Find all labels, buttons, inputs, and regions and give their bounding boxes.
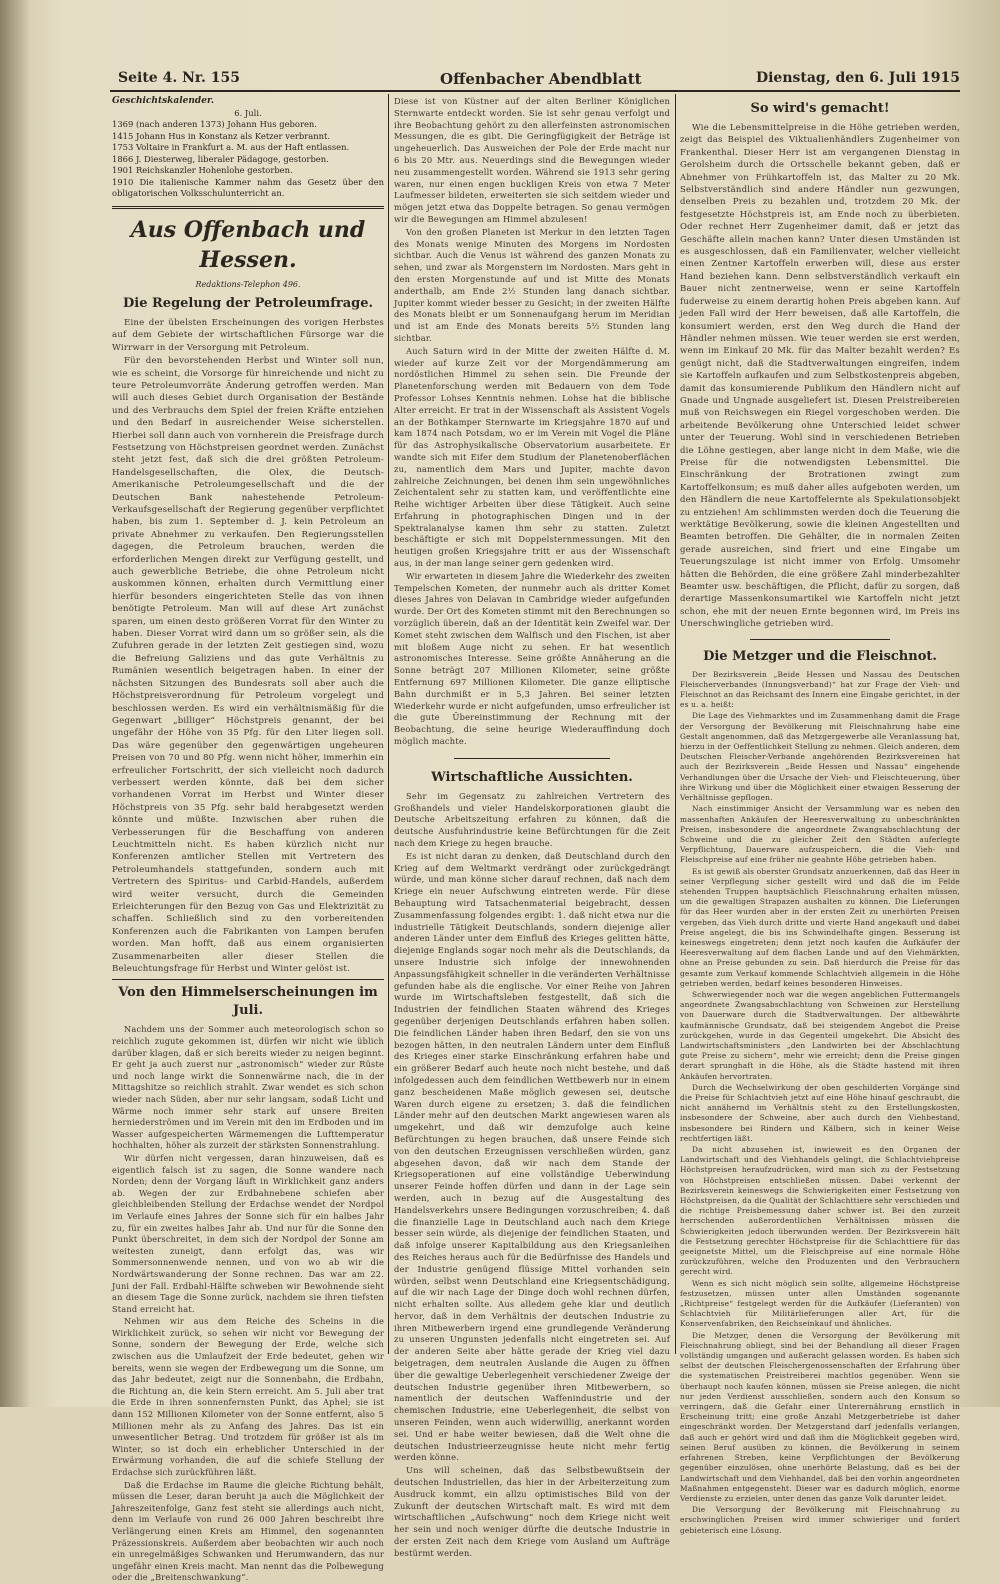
article-title-economy: Wirtschaftliche Aussichten.	[431, 769, 633, 785]
paragraph: Durch die Wechselwirkung der oben geschilderten Vorgänge sind die Preise für Schlachtvieh jetzt auf eine Höhe hinauf geschraubt, die nicht annähernd im Verhältnis steht zu den Erstellungskosten, insbesondere der Schweine, aber auch durch den Viehbestand, insbesondere bei Rindern und Kälbern, sich in keiner Weise rechtfertigen läßt.	[680, 1082, 960, 1143]
history-calendar	[112, 96, 384, 200]
paragraph: Wir erwarteten in diesem Jahre die Wiederkehr des zweiten Tempelschen Kometen, der nunmehr auch als dritter Komet dieses Jahres von Delavan in Cambridge wieder aufgefunden wurde. Der Ort des Kometen stimmt mit den Berechnungen so vorzüglich überein, daß an der Identität kein Zweifel war. Der Komet steht zwischen dem Walfisch und den Fischen, ist aber mit bloßem Auge nicht zu sehen. Er hat wesentlich astronomisches Interesse. Seine größte Annäherung an die Sonne beträgt 207 Millionen Kilometer, seine größte Entfernung 697 Millionen Kilometer. Die ganze elliptische Bahn durchmißt er in 5,3 Jahren. Bei seiner letzten Wiederkehr wurde er nicht aufgefunden, umso erfreulicher ist die gute Übereinstimmung der Rechnung mit der Beobachtung, die seine heurige Wiederauffindung doch möglich machte.	[394, 570, 670, 747]
column-1	[112, 96, 384, 1583]
paragraph: Es ist gewiß als oberster Grundsatz anzuerkennen, daß das Heer in seiner Verpflegung sicher gestellt wird und daß die im Felde stehenden Truppen hauptsächlich Fleischnahrung erhalten müssen, um die gewaltigen Strapazen aushalten zu können. Die Lieferungen für das Heer wurden aber in der ersten Zeit zu unerhörten Preisen vergeben, das Vieh durch dritte und vierte Hand angekauft und dabei Preise angelegt, die bis ins Schwindelhafte gingen. Besserung ist keineswegs eingetreten; denn jetzt noch kaufen die Aufkäufer der Heeresverwaltung auf dem flachen Lande und auf den Viehmärkten, ohne an Preise gebunden zu sein. Daß hierdurch die Preise für das gesamte zum Verkauf kommende Schlachtvieh allgemein in die Höhe getrieben werden, bedarf keines besonderen Hinweises.	[680, 866, 960, 988]
article-title-sowirds: So wird's gemacht!	[750, 101, 890, 116]
calendar-date: 6. Juli.	[234, 107, 262, 118]
article-rule	[454, 758, 610, 759]
column-2	[394, 96, 670, 1558]
paragraph: Eine der übelsten Erscheinungen des vorigen Herbstes auf dem Gebiete der wirtschaftlichen Fürsorge war die Wirrwarr in der Versorgung mit Petroleum.	[112, 317, 384, 353]
paragraph: Nehmen wir aus dem Reiche des Scheins in die Wirklichkeit zurück, so sehen wir nicht vor Bewegung der Sonne, sondern der Bewegung der Erde, welche sich zwischen aus die Umlaufzeit der Erde bedeutet, gehen wir bereits, wenn sie wegen der Erdbewegung um die Sonne, um das Jahr bedeutet, zeigt nur die Sonnenbahn, die Erdbahn, die Richtung an, die kein Stern erreicht. Am 5. Juli aber trat die Erde in ihren sonnenfernsten Punkt, das Aphel; sie ist dann 152 Millionen Kilometer von der Sonne entfernt, also 5 Millionen mehr als zu Anfang des Jahres. Das ist ein unwesentlicher Betrag. Und trotzdem für größer ist als im Winter, so ist doch ein erheblicher Unterschied in der Erwärmung vorhanden, die auf die schiefe Stellung der Erdachse sich zurückführen läßt.	[112, 1316, 384, 1477]
paragraph: Wie die Lebensmittelpreise in die Höhe getrieben werden, zeigt das Beispiel des Viktualienhändlers Zugenheimer von Frankenthal. Dieser Herr ist am vergangenen Dienstag in Gerolsheim durch die Ortsschelle bekannt geben, daß er Abnehmer von Frühkartoffeln ist, das Malter zu 20 Mk. Selbstverständlich sind andere Händler nun gezwungen, denselben Preis zu bezahlen und, trotzdem 20 Mk. der festgesetzte Höchstpreis ist, am Ende noch zu überbieten. Oder rechnet Herr Zugenheimer damit, daß er jetzt das Geschäfte allein machen kann? Unter diesen Umständen ist es ausgeschlossen, daß ein Familienvater, welcher vielleicht einen Zentner Kartoffeln erwerben will, diese aus erster Hand beziehen kann. Denn selbstverständlich verkauft ein Bauer nicht zentnerweise, wenn er seine Kartoffeln fuderweise zu einem derartig hohen Preis abgeben kann. Auf jeden Fall wird der Herr beweisen, daß alle Kartoffeln, die konsumiert werden, erst den Weg durch die Hand der Händler nehmen müssen. Wie teuer werden sie erst werden, wenn im Einkauf 20 Mk. für das Malter bezahlt werden? Es genügt nicht, daß die Stadtverwaltungen eingreifen, indem sie Kartoffeln aufkaufen und zum Selbstkostenpreis abgeben, damit das konsumierende Publikum den Händlern nicht auf Gnade und Ungnade ausgeliefert ist. Diesen Preistreibereien muß von Reichswegen ein Riegel vorgeschoben werden. Die arbeitende Bevölkerung ohne Unterschied leidet schwer unter der Teuerung. Wohl sind in verschiedenen Betrieben die Löhne gestiegen, aber lange nicht in dem Maße, wie die Preise für die notwendigsten Lebensmittel. Die Einschränkung der Brotrationen zwingt zum Kartoffelkonsum; es muß daher alles aufgeboten werden, um den Händlern die neue Kartoffelernte als Spekulationsobjekt zu entziehen! Am schlimmsten werden doch die Teuerung die werktätige Bevölkerung, sowie die kleinen Angestellten und Beamten betroffen. Die Gehälter, die in normalen Zeiten gerade ausreichen, sind friert und eine Eingabe um Teuerungszulage ist nicht immer von Erfolg. Umsomehr hätten die Behörden, die eine größere Zahl minderbezahlter Beamter usw. beschäftigen, die Pflicht, dafür zu sorgen, daß derartige Massenkonsumartikel wie Kartoffeln nicht jetzt schon, ehe mit der neuen Ernte begonnen wird, im Preis ins Unerschwingliche getrieben wird.	[680, 123, 960, 630]
article-body-sky-continued	[394, 96, 670, 748]
paragraph: Schwerwiegender noch war die wegen angeblichen Futtermangels angeordnete Zwangsabschlachtung von Schweinen zur Herstellung von Dauerware durch die Stadtverwaltungen. Der altbewährte kaufmännische Grundsatz, daß bei steigendem Angebot die Preise zurückgehen, wurde in das Gegenteil umgekehrt. Die Absicht des Landwirtschaftsministers „den Landwirten bei der Abschlachtung gute Preise zu sichern“, mehr wie erreicht; denn die Preise gingen derart sprunghaft in die Höhe, als die Städte hastend mit ihren Ankäufen hervortraten.	[680, 989, 960, 1081]
paragraph: Die Versorgung der Bevölkerung mit Fleischnahrung zu erschwinglichen Preisen wird immer schwieriger und fordert gebieterisch eine Lösung.	[680, 1505, 960, 1535]
paragraph: Diese ist von Küstner auf der alten Berliner Königlichen Sternwarte entdeckt worden. Sie ist sehr genau verfolgt und ihre Beobachtung gehört zu den allerfeinsten astronomischen Messungen, die es gibt. Die Geringfügigkeit der Beträge ist ungeheuerlich. Das Ausweichen der Pole der Erde macht nur 6 bis 20 Mtr. aus. Neuerdings sind die Bewegungen wieder neu zusammengestellt worden. Während sie 1913 sehr gering waren, nur einen engen buckligen Kreis von etwa 7 Meter Laufmesser bildeten, erweiterten sie sich seitdem wieder und mögen jetzt etwa das Doppelte betragen. So genau vermögen wir die Bewegungen am Himmel abzulesen!	[394, 96, 670, 224]
paragraph: Von den großen Planeten ist Merkur in den letzten Tagen des Monats wenige Minuten des Morgens im Nordosten sichtbar. Auch die Venus ist während des ganzen Monats zu sehen, und zwar als Morgenstern im Nordosten. Mars geht in den ersten Morgenstunde auf und ist Mitte des Monats anderthalb, am Ende 2½ Stunden lang danach sichtbar. Jupiter kommt wieder besser zu Gesicht; in der zweiten Hälfte des Monats bleibt er um Sonnenaufgang herum im Meridian und ist am Ende des Monats bereits 5½ Stunden lang sichtbar.	[394, 226, 670, 343]
page-number: Seite 4. Nr. 155	[118, 70, 240, 86]
paragraph: Auch Saturn wird in der Mitte der zweiten Hälfte d. M. wieder auf kurze Zeit vor der Morgendämmerung am nordöstlichen Himmel zu sehen sein. Die Freunde der Planetenforschung werden mit Bedauern von dem Tode Professor Lohses Kenntnis nehmen. Lohse hat die biblische Alter erreicht. Er trat in der Wissenschaft als Assistent Vogels an der Bothkamper Sternwarte im Kriegsjahre 1870 auf und kam 1874 nach Potsdam, wo er im Verein mit Vogel die Pläne für das Astrophysikalische Observatorium ausarbeitete. Er wandte sich mit Eifer dem Studium der Planetenoberflächen zu, namentlich dem Mars und Jupiter, machte davon zahlreiche Zeichnungen, bei denen ihm sein ungewöhnliches Zeichentalent sehr zu statten kam, und veröffentlichte eine Reihe wichtiger Arbeiten über diese Tätigkeit. Auch seine Erfahrung in photographischen Dingen und in der Spektralanalyse kamen ihm sehr zu statten. Zuletzt beschäftigte er sich mit Doppelsternmessungen. Mit den heutigen großen Kriegsjahre tritt er aus der Wissenschaft aus, in der man lange seiner gern gedenken wird.	[394, 345, 670, 569]
column-divider-1	[388, 94, 389, 1354]
article-title-sky: Von den Himmelserscheinungen im Juli.	[118, 985, 378, 1019]
paragraph: Wir dürfen nicht vergessen, daran hinzuweisen, daß es eigentlich falsch ist zu sagen, die Sonne wandere nach Norden; denn der Vorgang läuft in Wirklichkeit ganz anders ab. Wegen der zur Erdbahnebene schiefen aber gleichbleibenden Stellung der Erdachse wendet der Nordpol im Verlaufe eines Jahres der Sonne sich für ein halbes Jahr zu, für ein zweites halbes Jahr ab. Und nur für die Sonne den Punkt überschreitet, in dem sich der Nordpol der Sonne am weitesten zuneigt, dann erfolgt das, was wir Sommersonnenwende nennen, und von wo ab wir die Nordwärtswanderung der Sonne rechnen. Das war am 22. Juni der Fall. Erdbahl-Hälfte schweben wir Bewohnende sieht an diesem Tage die Sonne zurück, nachdem sie ihren tiefsten Stand erreicht hat.	[112, 1152, 384, 1314]
paragraph: Der Bezirksverein „Beide Hessen und Nassau des Deutschen Fleischerverbandes (Innungsverband)“ hat zur Frage der Vieh- und Fleischnot an das Reichsamt des Innern eine Eingabe gerichtet, in der es u. a. heißt:	[680, 669, 960, 710]
article-body-petroleum	[112, 317, 384, 976]
calendar-entry: 1866 J. Diesterweg, liberaler Pädagoge, gestorben.	[112, 153, 329, 164]
issue-date: Dienstag, den 6. Juli 1915	[755, 70, 960, 86]
calendar-entry: 1369 (nach anderen 1373) Johann Hus geboren.	[112, 119, 317, 129]
calendar-entry: 1901 Reichskanzler Hohenlohe gestorben.	[112, 165, 293, 175]
article-rule	[112, 979, 384, 980]
calendar-title: Geschichtskalender.	[112, 96, 214, 106]
article-body-economy	[394, 791, 670, 1560]
article-rule	[750, 639, 890, 640]
section-rule	[112, 206, 384, 209]
book-binding-shadow	[0, 0, 30, 1407]
paragraph: Uns will scheinen, daß das Selbstbewußtsein der deutschen Industriellen, das hier in der Arbeiterzeitung zum Ausdruck kommt, ein allzu optimistisches Bild von der Zukunft der deutschen Wirtschaft malt. Es wird mit dem wirtschaftlichen „Aufschwung“ noch dem Kriege nicht weit her sein und noch weniger dürfte die deutsche Industrie in der ersten Zeit nach dem Kriege vom Ausland um Aufträge bestürmt werden.	[394, 1465, 670, 1558]
article-body-sowirds	[680, 122, 960, 631]
calendar-entry: 1753 Voltaire in Frankfurt a. M. aus der Haft entlassen.	[112, 142, 350, 152]
section-title: Aus Offenbach und Hessen.	[130, 216, 366, 273]
article-body-metzger	[680, 670, 960, 1536]
paragraph: Für den bevorstehenden Herbst und Winter soll nun, wie es scheint, die Vorsorge für hinreichende und nicht zu teure Petroleumvorräte Änderung getroffen werden. Man will auch dieses Gebiet durch Organisation der Bestände und des Verbrauchs dem Spiel der freien Kräfte entziehen und den Bedarf in ausreichender Weise sicherstellen. Hierbei soll dann auch von vornherein die Preisfrage durch Festsetzung von Höchstpreisen geordnet werden. Zunächst steht jetzt fest, daß sich die drei größten Petroleum-Handelsgesellschaften, die Olex, die Deutsch-Amerikanische Petroleumgesellschaft und die der Deutschen Bank nahestehende Petroleum-Verkaufsgesellschaft der Regierung gegenüber verpflichtet haben, bis zum 1. September d. J. kein Petroleum an private Abnehmer zu verkaufen. Den Regierungsstellen dagegen, die Petroleum brauchen, werden die erforderlichen Mengen direkt zur Verfügung gestellt, und auch gewerbliche Betriebe, die ohne Petroleum nicht auskommen können, erhalten durch Vermittlung einer hierfür besonders eingerichteten Stelle das von ihnen benötigte Petroleum. Man will auf diese Art zunächst sparen, um einen desto größeren Vorrat für den Winter zu haben. Dieser Vorrat wird dann um so größer sein, als die Zufuhren gerade in der letzten Zeit gestiegen sind, wozu die Befreiung Galiziens und das gute Verhältnis zu Rumänien wesentlich beigetragen haben. In einer der nächsten Sitzungen des Bundesrats soll aber auch die Höchstpreisverordnung für Petroleum vorgelegt und beschlossen werden. Es wird ein verhältnismäßig für die Gegenwart „billiger“ Höchstpreis genannt, der bei ungefähr der Höhe von 35 Pfg. für den Liter liegen soll. Das wäre gegenüber den gegenwärtigen ungeheuren Preisen von 70 und 80 Pfg. wenn nicht höher, immerhin ein erfreulicher Fortschritt, der sich vielleicht noch dadurch verbessert werden könnte, daß bei dem sicher vorhandenen Vorrat im Herbst und Winter dieser Höchstpreis von 35 Pfg. sehr bald herabgesetzt werden könnte und müßte. Inzwischen aber ruhen die Verbesserungen für die Beschaffung von anderen Leuchtmitteln nicht. Es haben kürzlich nicht nur Konferenzen amtlicher Stellen mit Vertretern des Petroleumhandels stattgefunden, sondern auch mit Vertretern des Spiritus- und Carbid-Handels, außerdem wird weiter versucht, durch die Gemeinden Erleichterungen für den Bezug von Gas und Elektrizität zu schaffen. Schließlich sind zu den vorbereitenden Konferenzen auch die Fabrikanten von Lampen berufen worden. Man hofft, daß aus einem organisierten Zusammenarbeiten aller dieser Stellen die Beleuchtungsfrage für Herbst und Winter gelöst ist.	[112, 356, 384, 975]
paragraph: Daß die Erdachse im Raume die gleiche Richtung behält, müssen die Leser, daran beruht ja auch die Möglichkeit der Jahreszeitenfolge, Ganz fest steht sie allerdings auch nicht, denn im Verlaufe von rund 26 000 Jahren beschreibt ihre Verlängerung einen Kreis am Himmel, den sogenannten Präzessionskreis. Außerdem aber beobachten wir auch noch ein unregelmäßiges Schwanken und Herumwandern, das nur ungefähr einen Kreis macht. Man nennt das die Polbewegung oder die „Breitenschwankung“.	[112, 1479, 384, 1583]
calendar-entry: 1910 Die italienische Kammer nahm das Gesetz über den obligatorischen Volksschulunterricht an.	[112, 176, 384, 198]
article-title-metzger: Die Metzger und die Fleischnot.	[703, 648, 937, 664]
calendar-entry: 1415 Johann Hus in Konstanz als Ketzer verbrannt.	[112, 130, 331, 141]
masthead	[110, 66, 960, 90]
paragraph: Nachdem uns der Sommer auch meteorologisch schon so reichlich zugute gekommen ist, dürfen wir nicht wie üblich darüber klagen, daß er sich bereits wieder zu neigen beginnt. Er geht ja auch zuerst nur „astronomisch“ wieder zur Rüste und noch lange wirkt die Sonnenwärme nach, die in der Mittagshitze so reichlich strahlt. Zwar wendet es sich schon wieder nach Süden, aber nur sehr langsam, sodaß Licht und Wärme noch immer sehr stark auf unsere Breiten herniederströmen und im Verein mit den im Erdboden und im Wasser aufgespeicherten Wärmemengen die Lufttemperatur hochhalten, höher als zurzeit der stärksten Sonnenstrahlung.	[112, 1024, 384, 1151]
paragraph: Nach einstimmiger Ansicht der Versammlung war es neben den massenhaften Ankäufen der Heeresverwaltung zu unbeschränkten Preisen, insbesondere die angeordnete Zwangsabschlachtung der Schweine und die zu gleicher Zeit den Städten auferlegte Verpflichtung, Dauerware aufzuspeichern, die die Vieh- und Fleischpreise auf eine früher nie geahnte Höhe getrieben haben.	[680, 804, 960, 865]
masthead-rule	[110, 90, 960, 92]
article-body-sky	[112, 1024, 384, 1584]
newspaper-name: Offenbacher Abendblatt	[440, 70, 642, 88]
paragraph: Die Lage des Viehmarktes und im Zusammenhang damit die Frage der Versorgung der Bevölkerung mit Fleischnahrung habe eine Gestalt angenommen, daß das Metzgergewerbe alle Veranlassung hat, hierzu in der Oeffentlichkeit Stellung zu nehmen. Gleich anderen, dem Deutschen Fleischer-Verbande angehörenden Bezirksvereinen hat auch der Bezirksverein „Beide Hessen und Nassau“ eingehende Verhandlungen über die Ursache der Vieh- und Fleischteuerung, über ihre Wirkung und über die Möglichkeit einer etwaigen Besserung der Verhältnisse gepflogen.	[680, 711, 960, 803]
column-divider-2	[675, 94, 676, 1354]
paragraph: Die Metzger, denen die Versorgung der Bevölkerung mit Fleischnahrung obliegt, sind bei der Behandlung all dieser Fragen vollständig umgangen und außeracht gelassen worden. Es haben sich selbst der deutschen Fleischergenossenschaften der Erfahrung über die systematischen Preistreiberei machtlos gegenüber. Wenn sie überhaupt noch kaufen können, müssen sie Preise anlegen, die nicht nur jeden Verdienst ausschließen, sondern auch den Konsum so verringern, daß die Gefahr einer Unterernährung ernstlich in Erscheinung tritt; eine große Anzahl Metzgerbetriebe ist daher eingeschränkt worden. Der Metzgerstand darf jedenfalls verlangen, daß auch er gehört wird und daß ihm die Möglichkeit gegeben wird, seinen Beruf ausüben zu können, die Bevölkerung in seinem erfahrenen Streben, keine Verpflichtungen der Bevölkerung gegenüber einzulösen, ohne unerhörte Belastung, daß es bei der Landwirtschaft und dem Viehhandel, daß bei den vorhin angeordneten Maßnahmen entgegensteht. Dieser war es dadurch möglich, enorme Verdienste zu erzielen, unter denen das ganze Volk darunter leidet.	[680, 1330, 960, 1503]
paragraph: Sehr im Gegensatz zu zahlreichen Vertretern des Großhandels und vieler Handelskorporationen glaubt die Deutsche Arbeitszeitung erfahren zu können, daß die deutsche Ausfuhrindustrie keine Befürchtungen für die Zeit nach dem Kriege zu hegen brauche.	[394, 790, 670, 849]
paragraph: Wenn es sich nicht möglich sein sollte, allgemeine Höchstpreise festzusetzen, müssen unter allen Umständen sogenannte „Richtpreise“ festgelegt werden für die Aufkäufer (Lieferanten) von Schlachtvieh für Militärlieferungen aller Art, für die Konservenfabriken, den Reichseinkauf und ähnliches.	[680, 1278, 960, 1329]
paragraph: Es ist nicht daran zu denken, daß Deutschland durch den Krieg auf dem Weltmarkt verdrängt oder zurückgedrängt würde, und man könne sicher darauf rechnen, daß nach dem Kriege ein neuer Aufschwung eintreten werde. Für diese Behauptung wird Tatsachenmaterial beigebracht, dessen Zusammenfassung folgendes ergibt: 1. daß nicht etwa nur die industrielle Tätigkeit Deutschlands, sondern diejenige aller anderen Länder unter dem Einfluß des Krieges gelitten hätte, diejenige Englands sogar noch mehr als die Deutschlands, da unsere Industrie sich infolge der innewohnenden Anpassungsfähigkeit schneller in die veränderten Verhältnisse gefunden habe als die englische. Vor einer Reihe von Jahren wurde im Wirtschaftsleben festgestellt, daß sich die Industrien der feindlichen Staaten während des Krieges gegenüber derjenigen Deutschlands erfahren haben sollen. Die feindlichen Länder haben ihren Bedarf, den sie von uns bezogen hätten, in den neutralen Ländern unter dem Einfluß des Krieges einer starke Einschränkung erfahren habe und ein größerer Bedarf auch heute noch nicht bestehe, und daß infolgedessen auch dem feindlichen Wettbewerb nur in einem ganz bescheidenen Maße möglich gewesen sei, deutsche Waren durch eigene zu ersetzen; 3. daß die feindlichen Länder mehr auf den deutschen Markt angewiesen waren als umgekehrt, und daß wir demzufolge auch keine Befürchtungen zu hegen brauchen, daß unsere Feinde sich von den deutschen Erzeugnissen verschließen würden, ganz abgesehen davon, daß wir nach dem Stande der Kriegsoperationen auf eine vollständige Ueberwindung unserer Feinde hoffen dürfen und dann in der Lage sein werden, auch in bezug auf die Ausgestaltung des Handelsverkehrs unsere Bedingungen vorzuschreiben; 4. daß die finanzielle Lage in Deutschland auch nach dem Kriege besser sein würde, als diejenige der feindlichen Staaten, und daß infolge unserer Kapitalbildung aus den Kriegsanleihen des Reiches heraus auch für die Bedürfnisse des Handels und der Industrie genügend flüssige Mittel vorhanden sein würden, selbst wenn Deutschland eine Kriegsentschädigung, auf die wir nach Lage der Dinge doch wohl rechnen dürfen, nicht erhalten sollte. Aus alledem gehe klar und deutlich hervor, daß in dem Verhältnis der deutschen Industrie zu ihren Mitbewerbern irgend eine grundlegende Veränderung zu unseren Ungunsten jedenfalls nicht eingetreten sei. Auf der anderen Seite aber hätte gerade der Krieg viel dazu beigetragen, dem neutralen Auslande die Augen zu öffnen über die gewaltige Ueberlegenheit verschiedener Zweige der deutschen Industrie gegenüber ihren Mitbewerbern, so namentlich der deutschen Waffenindustrie und der chemischen Industrie, eine Ueberlegenheit, die selbst von unseren Feinden, wenn auch widerwillig, anerkannt worden sei. Und er habe weiter bewiesen, daß die Welt ohne die deutschen Industrieerzeugnisse heute nicht mehr fertig werden könne.	[394, 850, 670, 1463]
paragraph: Da nicht abzusehen ist, inwieweit es den Organen der Landwirtschaft und des Viehhandels gelingt, die Schlachtviehpreise Höchstpreisen heraufzudrücken, wird man sich zu der Festsetzung von Höchstpreisen entschließen müssen. Dabei verkennt der Bezirksverein keineswegs die Schwierigkeiten einer Festsetzung von Höchstpreisen, da die Qualität der Schlachttiere sehr verschieden und die richtige Preisbemessung daher schwer ist. Bei den zurzeit herrschenden außerordentlichen Verhältnissen müssen die Schwierigkeiten jedoch überwunden werden. Der Bezirksverein hält die Festsetzung gerechter Höchstpreise für die Schlachttiere für das geeignetste Mittel, um die Fleischpreise auf eine normale Höhe zurückzuführen, welche den Produzenten und den Verbrauchern gerecht wird.	[680, 1145, 960, 1277]
column-3	[680, 96, 960, 1535]
editorial-phone: Redaktions-Telephon 496.	[195, 279, 301, 289]
article-title-petroleum: Die Regelung der Petroleumfrage.	[122, 295, 374, 311]
